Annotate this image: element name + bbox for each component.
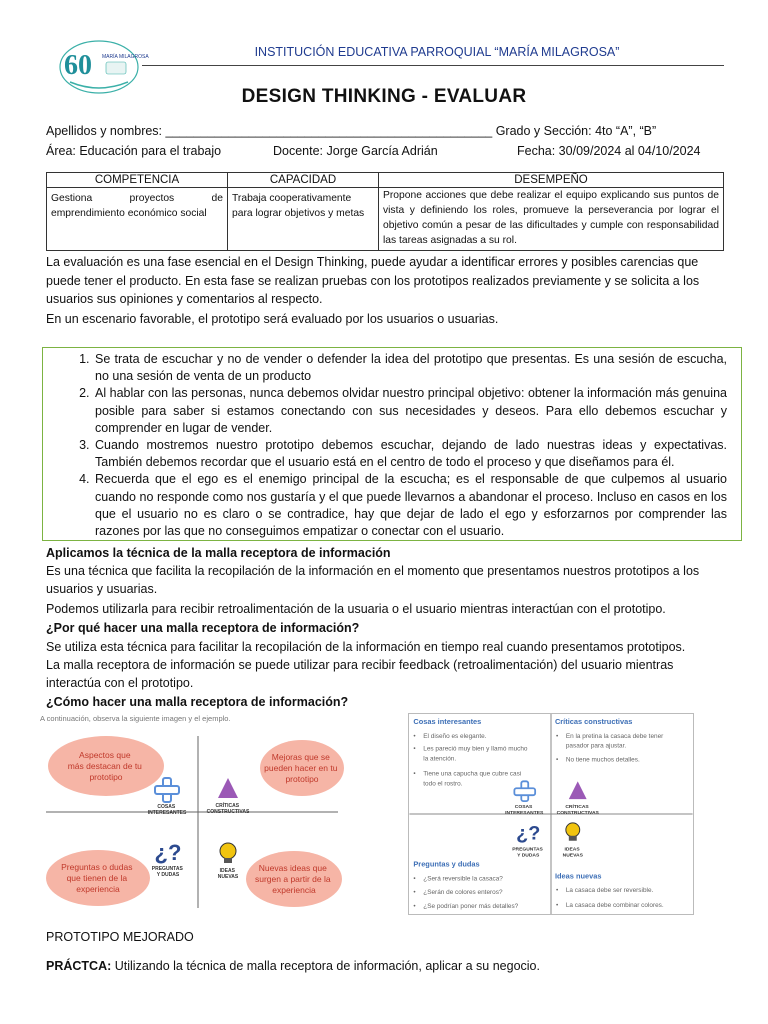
bubble-text: Preguntas o dudas bbox=[61, 862, 133, 872]
svg-text:COSAS INTERESANTES bbox=[505, 804, 544, 816]
section-heading-por-que: ¿Por qué hacer una malla receptora de información? bbox=[46, 621, 360, 635]
cell-capacidad: Trabaja cooperativamente para lograr objetivos y metas bbox=[228, 188, 379, 251]
section-heading-aplicamos: Aplicamos la técnica de la malla receptora de información bbox=[46, 546, 391, 560]
icon-label: NUEVAS bbox=[562, 853, 583, 859]
teacher-label: Docente: Jorge García Adrián bbox=[273, 144, 438, 158]
svg-text:IDEAS NUEVAS bbox=[218, 868, 239, 880]
practice-text: Utilizando la técnica de malla receptora de información, aplicar a su negocio. bbox=[111, 959, 540, 973]
bubble-text: Nuevas ideas que bbox=[258, 863, 327, 873]
malla-template-diagram bbox=[38, 712, 344, 912]
date-label: Fecha: 30/09/2024 al 04/10/2024 bbox=[517, 144, 701, 158]
svg-text:•El diseño es elegante. •L: • El diseño es elegante. • Les pareció muy bien y llamó mucho la atención. • Tiene una capucha que cubre casi todo el rostro. bbox=[413, 732, 528, 788]
icon-label: CONSTRUCTIVAS bbox=[556, 811, 599, 816]
section-paragraph: Es una técnica que facilita la recopilación de la información en el momento que presentamos nuestros prototipos a los usuarios y usuarias. bbox=[46, 564, 700, 596]
quadrant-title: Cosas interesantes bbox=[413, 716, 482, 726]
tips-box bbox=[42, 347, 742, 541]
icon-label: Y DUDAS bbox=[156, 872, 180, 878]
tip-item: 2. Al hablar con las personas, nunca debemos olvidar nuestro principal objetivo: obtener la información más genuina posible para saber si estamos conectando con sus necesidades y deseos. Para ello debemos escuchar y comprender en lugar de vender. bbox=[93, 385, 727, 437]
bubble-text: surgen a partir de la bbox=[255, 874, 331, 884]
cell-competencia: Gestiona proyectos de emprendimiento económico social bbox=[47, 188, 228, 251]
lightbulb-icon bbox=[566, 823, 580, 841]
quadrant-title: Preguntas y dudas bbox=[413, 859, 480, 869]
bubble-text: que tienen de la bbox=[66, 873, 128, 883]
practice-line bbox=[46, 957, 726, 976]
svg-text:CRÍTICAS CONSTRUCTIVAS bbox=[557, 802, 600, 816]
header-desempeno: DESEMPEÑO bbox=[379, 173, 724, 188]
icon-label: INTERESANTES bbox=[505, 811, 544, 816]
svg-text:CRÍTICAS CONSTRUCTIVAS bbox=[207, 801, 250, 815]
intro-paragraph: La evaluación es una fase esencial en el Design Thinking, puede ayudar a identificar errores y posibles carencias que puede tener el producto. En esta fase se realizan pruebas con los prototipos realizados previamente y se solicita a los usuarios sus opiniones y comentarios al respecto. bbox=[46, 255, 700, 306]
bubble-text: Aspectos que bbox=[79, 750, 131, 760]
question-icon: ¿? bbox=[154, 840, 182, 865]
icon-label: COSAS bbox=[514, 805, 533, 811]
section-heading-como: ¿Cómo hacer una malla receptora de información? bbox=[46, 695, 349, 709]
header-capacidad: CAPACIDAD bbox=[228, 173, 379, 188]
icon-label: PREGUNTAS bbox=[151, 866, 183, 872]
bubble-text: prototipo bbox=[89, 772, 123, 782]
cell-desempeno: Propone acciones que debe realizar el equipo explicando sus puntos de vista y definiendo los roles, promueve la perseverancia por lograr el objetivo común a pesar de las dificultades y cumple con responsabilidad las tareas asignadas a su rol. bbox=[379, 188, 724, 251]
example-item: En la pretina la casaca debe tener bbox=[565, 732, 664, 740]
page-title: DESIGN THINKING - EVALUAR bbox=[241, 86, 527, 107]
svg-text:IDEAS NUEVAS bbox=[563, 847, 584, 859]
example-item: No tiene muchos detalles. bbox=[565, 756, 640, 764]
triangle-icon bbox=[218, 778, 238, 798]
institution-name: INSTITUCIÓN EDUCATIVA PARROQUIAL “MARÍA MILAGROSA” bbox=[254, 45, 620, 59]
area-label: Área: Educación para el trabajo bbox=[46, 144, 222, 158]
tip-item: 4. Recuerda que el ego es el enemigo principal de la escucha; es el responsable de que culpemos al usuario cuando no responde como nos gustaría y el que puede llevarnos a abandonar el proceso. Incluso en casos en los que el usuario no es claro o se contradice, hay que dejar de lado el ego y esforzarnos por comprender las razones por las que no conseguimos empatizar o conectar con el usuario. bbox=[93, 471, 727, 540]
icon-label: Y DUDAS bbox=[517, 853, 540, 859]
example-item: El diseño es elegante. bbox=[423, 732, 487, 740]
svg-text:PREGUNTAS Y DUDAS bbox=[512, 847, 544, 859]
svg-text:PREGUNTAS Y DUDAS bbox=[152, 866, 184, 878]
icon-label: COSAS bbox=[157, 804, 176, 810]
bubble-text: experiencia bbox=[272, 885, 316, 895]
icon-label: NUEVAS bbox=[217, 874, 239, 880]
quadrant-title: Ideas nuevas bbox=[554, 871, 602, 881]
competency-table bbox=[46, 172, 724, 251]
icon-label: IDEAS bbox=[564, 847, 580, 853]
bubble-text: Mejoras que se bbox=[271, 752, 330, 762]
icon-label: IDEAS bbox=[219, 868, 235, 874]
tips-list bbox=[43, 348, 741, 540]
example-item: ¿Se podrían poner más detalles? bbox=[423, 903, 519, 911]
bubble-text: experiencia bbox=[76, 884, 120, 894]
svg-text:•La casaca debe ser reversible: • La casaca debe ser reversible. • La casaca debe combinar colores. bbox=[555, 887, 664, 910]
example-item: la atención. bbox=[423, 755, 457, 763]
tip-item: 1. Se trata de escuchar y no de vender o defender la idea del prototipo que presentas. Es una sesión de escucha, no una sesión de venta de un producto bbox=[93, 351, 727, 385]
plus-icon bbox=[155, 778, 179, 802]
question-icon: ¿? bbox=[516, 822, 541, 845]
lightbulb-icon bbox=[220, 843, 236, 863]
icon-label: CRÍTICAS bbox=[215, 803, 240, 809]
section-paragraph: La malla receptora de información se puede utilizar para recibir feedback (retroalimentación) del usuario mientras interactúa con el prototipo. bbox=[46, 658, 674, 690]
triangle-icon bbox=[569, 781, 587, 799]
plus-icon bbox=[514, 781, 535, 801]
example-item: La casaca debe combinar colores. bbox=[565, 902, 664, 910]
svg-text:•En la pretina la casaca debe: • En la pretina la casaca debe tener pasador para ajustar. • No tiene muchos detalles. bbox=[555, 732, 664, 764]
svg-text:•¿Será reversible la casaca?: • ¿Será reversible la casaca? • ¿Serán de colores enteros? • ¿Se podrían poner más detalles? bbox=[413, 875, 519, 911]
header-competencia: COMPETENCIA bbox=[47, 173, 228, 188]
diagram-caption: A continuación, observa la siguiente imagen y el ejemplo. bbox=[40, 714, 231, 723]
tip-item: 3. Cuando mostremos nuestro prototipo debemos escuchar, dejando de lado nuestras ideas y expectativas. También debemos recordar que el usuario está en el centro de todo el proceso y que diseñamos para él. bbox=[93, 437, 727, 471]
icon-label: PREGUNTAS bbox=[512, 847, 543, 853]
example-item: Tiene una capucha que cubre casi bbox=[423, 770, 522, 778]
section-paragraph: Se utiliza esta técnica para facilitar la recopilación de la información en tiempo real cuando presentamos prototipos. bbox=[46, 640, 686, 654]
example-item: La casaca debe ser reversible. bbox=[565, 887, 654, 895]
intro-scenario: En un escenario favorable, el prototipo será evaluado por los usuarios o usuarias. bbox=[46, 312, 499, 326]
section-paragraph: Podemos utilizarla para recibir retroalimentación de la usuaria o el usuario mientras interactúan con el prototipo. bbox=[46, 602, 666, 616]
icon-label: INTERESANTES bbox=[147, 810, 187, 816]
icon-label: CRÍTICAS bbox=[565, 805, 589, 811]
bubble-text: pueden hacer en tu bbox=[264, 763, 338, 773]
example-item: pasador para ajustar. bbox=[565, 742, 627, 750]
example-item: ¿Serán de colores enteros? bbox=[423, 889, 503, 897]
bubble-text: prototipo bbox=[285, 774, 319, 784]
example-item: ¿Será reversible la casaca? bbox=[423, 875, 503, 883]
svg-text:COSAS INTERESANTES bbox=[148, 804, 187, 816]
example-item: Les pareció muy bien y llamó mucho bbox=[423, 745, 528, 753]
malla-example-diagram bbox=[408, 713, 694, 915]
quadrant-title: Críticas constructivas bbox=[554, 716, 633, 726]
header-rule bbox=[142, 65, 724, 66]
example-item: todo el rostro. bbox=[423, 780, 463, 788]
prototype-label: PROTOTIPO MEJORADO bbox=[46, 930, 194, 944]
logo-number: 60 bbox=[64, 50, 92, 81]
logo-subtitle: MARÍA MILAGROSA bbox=[102, 54, 149, 60]
bubble-text: más destacan de tu bbox=[67, 761, 142, 771]
practice-label: PRÁCTCA: bbox=[46, 959, 112, 973]
name-grade-line: Apellidos y nombres: _______________________________________________ Grado y Sección: 4to “A”, “B” bbox=[46, 124, 657, 138]
icon-label: CONSTRUCTIVAS bbox=[206, 809, 250, 815]
